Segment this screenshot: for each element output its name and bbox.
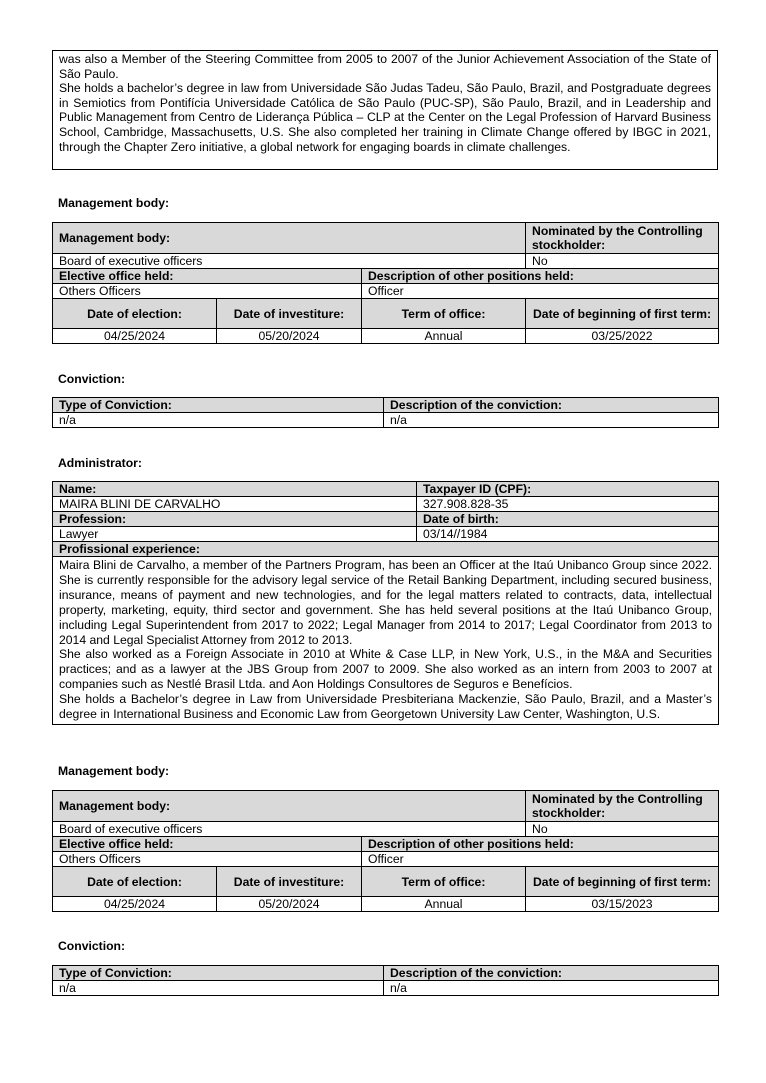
type-conviction-label: Type of Conviction: bbox=[53, 966, 384, 981]
description-other-value: Officer bbox=[362, 852, 719, 867]
date-election-value: 04/25/2024 bbox=[53, 897, 217, 912]
term-office-label: Term of office: bbox=[362, 299, 526, 329]
conviction-table bbox=[52, 965, 718, 996]
elective-office-value: Others Officers bbox=[53, 852, 362, 867]
conviction-table bbox=[52, 397, 718, 428]
administrator-heading: Administrator: bbox=[58, 456, 142, 470]
profession-value: Lawyer bbox=[53, 527, 417, 542]
description-other-value: Officer bbox=[362, 284, 719, 299]
nominated-label: Nominated by the Controlling stockholder: bbox=[526, 791, 719, 822]
type-conviction-label: Type of Conviction: bbox=[53, 398, 384, 413]
nominated-value: No bbox=[526, 822, 719, 837]
management-body-table bbox=[52, 790, 718, 912]
date-investiture-value: 05/20/2024 bbox=[217, 329, 362, 344]
date-investiture-label: Date of investiture: bbox=[217, 867, 362, 897]
profession-label: Profession: bbox=[53, 512, 417, 527]
taxpayer-label: Taxpayer ID (CPF): bbox=[417, 482, 719, 497]
date-election-label: Date of election: bbox=[53, 867, 217, 897]
experience-paragraph: Maira Blini de Carvalho, a member of the Partners Program, has been an Officer at the Itaú Unibanco Group since 2022. She is currently responsible for the advisory legal service of the Retail Banking Department, including secured business, insurance, means of payment and new technologies, and for the legal matters related to contracts, data, intellectual property, marketing, equity, third sector and government. She has held several positions at the Itaú Unibanco Group, including Legal Superintendent from 2017 to 2022; Legal Manager from 2014 to 2017; Legal Coordinator from 2013 to 2014 and Legal Specialist Attorney from 2012 to 2013. bbox=[59, 558, 712, 647]
experience-text bbox=[53, 557, 719, 725]
description-conviction-label: Description of the conviction: bbox=[384, 966, 719, 981]
management-body-heading: Management body: bbox=[58, 196, 170, 210]
name-label: Name: bbox=[53, 482, 417, 497]
date-investiture-label: Date of investiture: bbox=[217, 299, 362, 329]
administrator-table bbox=[52, 481, 718, 725]
management-body-value: Board of executive officers bbox=[53, 822, 526, 837]
management-body-label: Management body: bbox=[53, 791, 526, 822]
elective-office-value: Others Officers bbox=[53, 284, 362, 299]
date-beginning-value: 03/15/2023 bbox=[526, 897, 719, 912]
description-conviction-value: n/a bbox=[384, 981, 719, 996]
management-body-value: Board of executive officers bbox=[53, 254, 526, 269]
name-value: MAIRA BLINI DE CARVALHO bbox=[53, 497, 417, 512]
date-birth-label: Date of birth: bbox=[417, 512, 719, 527]
experience-label: Profissional experience: bbox=[53, 542, 719, 557]
description-conviction-label: Description of the conviction: bbox=[384, 398, 719, 413]
elective-office-label: Elective office held: bbox=[53, 837, 362, 852]
date-election-value: 04/25/2024 bbox=[53, 329, 217, 344]
date-investiture-value: 05/20/2024 bbox=[217, 897, 362, 912]
nominated-label: Nominated by the Controlling stockholder: bbox=[526, 223, 719, 254]
description-conviction-value: n/a bbox=[384, 413, 719, 428]
conviction-heading: Conviction: bbox=[58, 939, 126, 953]
date-beginning-label: Date of beginning of first term: bbox=[526, 867, 719, 897]
nominated-value: No bbox=[526, 254, 719, 269]
biography-continuation-box bbox=[52, 50, 718, 170]
date-birth-value: 03/14//1984 bbox=[417, 527, 719, 542]
taxpayer-value: 327.908.828-35 bbox=[417, 497, 719, 512]
date-beginning-label: Date of beginning of first term: bbox=[526, 299, 719, 329]
term-office-value: Annual bbox=[362, 897, 526, 912]
management-body-table bbox=[52, 222, 718, 344]
type-conviction-value: n/a bbox=[53, 413, 384, 428]
experience-paragraph: She holds a Bachelor’s degree in Law from Universidade Presbiteriana Mackenzie, São Paulo, Brazil, and a Master’s degree in International Business and Economic Law from Georgetown University Law Center, Washington, U.S. bbox=[59, 692, 712, 722]
experience-paragraph: She also worked as a Foreign Associate in 2010 at White & Case LLP, in New York, U.S., in the M&A and Securities practices; and as a lawyer at the JBS Group from 2007 to 2009. She also worked as an intern from 2003 to 2007 at companies such as Nestlé Brasil Ltda. and Aon Holdings Consultores de Seguros e Benefícios. bbox=[59, 647, 712, 692]
biography-paragraph: was also a Member of the Steering Committee from 2005 to 2007 of the Junior Achievement Association of the State of São Paulo. bbox=[59, 52, 711, 81]
date-election-label: Date of election: bbox=[53, 299, 217, 329]
description-other-label: Description of other positions held: bbox=[362, 837, 719, 852]
type-conviction-value: n/a bbox=[53, 981, 384, 996]
elective-office-label: Elective office held: bbox=[53, 269, 362, 284]
date-beginning-value: 03/25/2022 bbox=[526, 329, 719, 344]
term-office-label: Term of office: bbox=[362, 867, 526, 897]
conviction-heading: Conviction: bbox=[58, 372, 126, 386]
management-body-heading: Management body: bbox=[58, 764, 170, 778]
description-other-label: Description of other positions held: bbox=[362, 269, 719, 284]
term-office-value: Annual bbox=[362, 329, 526, 344]
biography-paragraph: She holds a bachelor’s degree in law from Universidade São Judas Tadeu, São Paulo, Brazil, and Postgraduate degrees in Semiotics from Pontifícia Universidade Católica de São Paulo (PUC-SP), São Paulo, Brazil, and in Leadership and Public Management from Centro de Liderança Pública – CLP at the Center on the Legal Profession of Harvard Business School, Cambridge, Massachusetts, U.S. She also completed her training in Climate Change offered by IBGC in 2021, through the Chapter Zero initiative, a global network for engaging boards in climate challenges. bbox=[59, 81, 711, 154]
management-body-label: Management body: bbox=[53, 223, 526, 254]
